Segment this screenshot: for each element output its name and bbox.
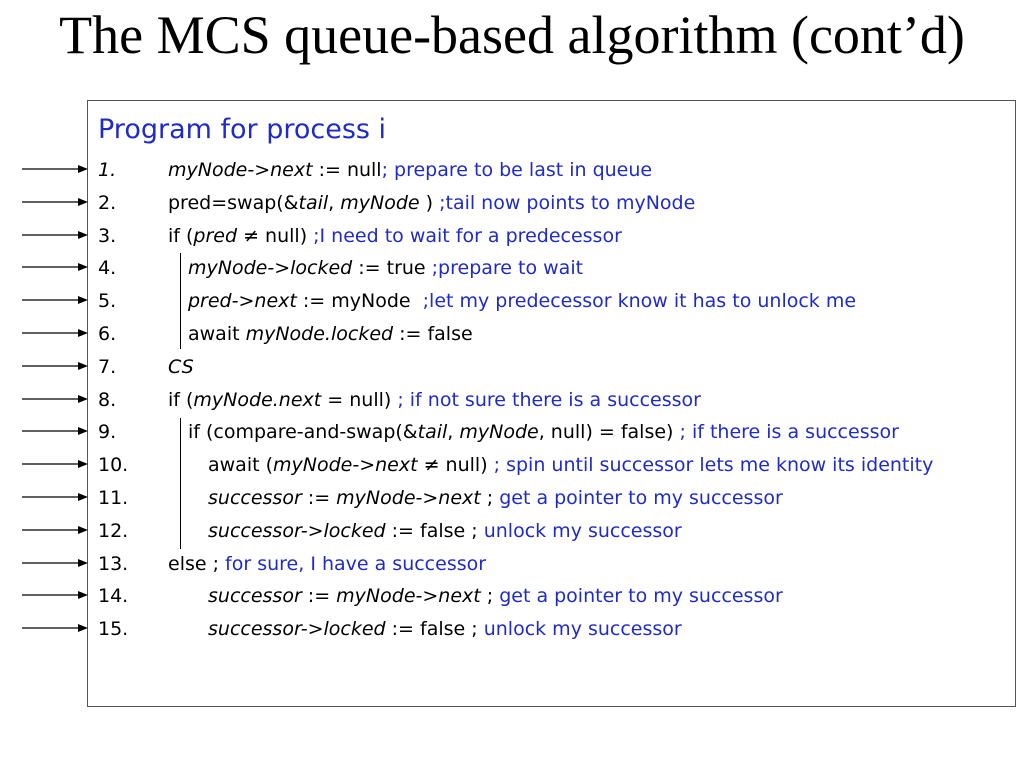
code-line — [98, 252, 1013, 284]
code-token: = null) — [321, 388, 398, 411]
code-text — [168, 384, 701, 416]
code-comment: ;prepare to wait — [431, 257, 584, 280]
code-token: myNode->next — [336, 585, 481, 608]
code-text — [208, 449, 933, 481]
code-token: pred — [193, 224, 238, 247]
code-comment: ; if not sure there is a successor — [397, 388, 701, 411]
code-text — [168, 548, 486, 580]
line-number: 8. — [98, 388, 117, 411]
code-line — [98, 449, 1013, 481]
line-number: 11. — [98, 487, 129, 509]
code-line — [98, 285, 1013, 317]
block-bar-if-next — [180, 418, 181, 549]
code-token: if ( — [168, 388, 194, 411]
code-line — [98, 187, 1013, 219]
line-number: 1. — [98, 159, 117, 181]
code-line — [98, 351, 1013, 383]
code-comment: ; prepare to be last in queue — [381, 159, 653, 181]
code-token: , — [328, 191, 341, 214]
code-line — [98, 482, 1013, 514]
code-comment: ;tail now points to myNode — [439, 191, 696, 214]
code-token: CS — [168, 355, 194, 378]
code-comment: ;let my predecessor know it has to unlock me — [422, 290, 857, 313]
block-bar-if-pred — [180, 253, 181, 349]
right-arrow-icon — [22, 164, 88, 174]
right-arrow-icon — [22, 623, 88, 633]
code-text — [208, 580, 783, 612]
code-line — [98, 548, 1013, 580]
code-token: tail — [298, 191, 329, 214]
line-number: 4. — [98, 257, 117, 280]
code-token: ≠ null) — [417, 454, 494, 477]
right-arrow-icon — [22, 525, 88, 535]
code-token: , null) = false) — [538, 421, 680, 444]
code-token: myNode.next — [193, 388, 322, 411]
code-comment: unlock my successor — [483, 618, 682, 641]
code-comment: get a pointer to my successor — [499, 487, 783, 509]
line-number: 3. — [98, 224, 117, 247]
code-token: pred=swap(& — [168, 191, 299, 214]
code-token: := — [301, 585, 337, 608]
code-token: if ( — [168, 224, 194, 247]
code-comment: for sure, I have a successor — [225, 552, 487, 575]
code-comment: ; spin until successor lets me know its identity — [493, 454, 934, 477]
code-comment: ;I need to wait for a predecessor — [313, 224, 622, 247]
code-line — [98, 580, 1013, 612]
code-text — [168, 351, 194, 383]
line-number: 15. — [98, 618, 129, 641]
code-token: := true — [352, 257, 432, 280]
code-token: myNode->next — [168, 159, 313, 181]
code-token: ) — [419, 191, 440, 214]
code-text — [208, 515, 682, 547]
line-number: 7. — [98, 355, 117, 378]
code-token: tail — [417, 421, 448, 444]
code-token: await — [188, 323, 246, 345]
code-token: myNode->next — [336, 487, 481, 509]
right-arrow-icon — [22, 361, 88, 371]
code-token: myNode — [340, 191, 420, 214]
code-token: := false — [393, 323, 473, 345]
line-number: 2. — [98, 191, 117, 214]
code-token: myNode.locked — [245, 323, 394, 345]
code-line — [98, 154, 1013, 186]
slide-title: The MCS queue-based algorithm (cont’d) — [59, 5, 965, 65]
code-token: , — [447, 421, 460, 444]
code-token: := false ; — [385, 618, 484, 641]
line-number: 14. — [98, 585, 129, 608]
code-token: myNode->locked — [188, 257, 353, 280]
code-text — [188, 416, 899, 448]
code-line — [98, 318, 1013, 350]
line-number: 13. — [98, 552, 129, 575]
right-arrow-icon — [22, 426, 88, 436]
code-box — [87, 100, 1016, 707]
right-arrow-icon — [22, 558, 88, 568]
right-arrow-icon — [22, 295, 88, 305]
code-token: successor->locked — [208, 618, 386, 641]
program-heading: Program for process i — [98, 114, 387, 145]
right-arrow-icon — [22, 590, 88, 600]
code-text — [188, 285, 856, 317]
code-token: := myNode — [296, 290, 423, 313]
code-token: := null — [312, 159, 382, 181]
code-line — [98, 220, 1013, 252]
code-text — [188, 252, 583, 284]
line-number: 12. — [98, 519, 129, 542]
right-arrow-icon — [22, 328, 88, 338]
code-text — [168, 154, 652, 186]
code-token: ≠ null) — [237, 224, 314, 247]
code-text — [168, 220, 622, 252]
code-text — [168, 187, 695, 219]
code-token: ; — [480, 585, 500, 608]
code-token: := — [301, 487, 337, 509]
right-arrow-icon — [22, 197, 88, 207]
right-arrow-icon — [22, 459, 88, 469]
code-line — [98, 384, 1013, 416]
right-arrow-icon — [22, 492, 88, 502]
code-comment: get a pointer to my successor — [499, 585, 783, 608]
line-number: 5. — [98, 290, 117, 313]
code-token: if (compare-and-swap(& — [188, 421, 418, 444]
line-number: 6. — [98, 323, 117, 345]
code-token: successor->locked — [208, 519, 386, 542]
line-number: 9. — [98, 421, 117, 444]
code-comment: unlock my successor — [483, 519, 682, 542]
code-text — [188, 318, 473, 350]
code-token: successor — [208, 487, 302, 509]
code-text — [208, 482, 783, 514]
code-token: ; — [480, 487, 500, 509]
code-comment: ; if there is a successor — [679, 421, 899, 444]
code-line — [98, 416, 1013, 448]
code-line — [98, 515, 1013, 547]
right-arrow-icon — [22, 394, 88, 404]
code-line — [98, 613, 1013, 645]
code-token: pred->next — [188, 290, 297, 313]
code-token: successor — [208, 585, 302, 608]
code-text — [208, 613, 682, 645]
code-token: := false ; — [385, 519, 484, 542]
right-arrow-icon — [22, 262, 88, 272]
code-token: myNode — [459, 421, 539, 444]
code-token: myNode->next — [273, 454, 418, 477]
right-arrow-icon — [22, 230, 88, 240]
code-token: else ; — [168, 552, 226, 575]
line-number: 10. — [98, 454, 129, 477]
code-token: await ( — [208, 454, 274, 477]
